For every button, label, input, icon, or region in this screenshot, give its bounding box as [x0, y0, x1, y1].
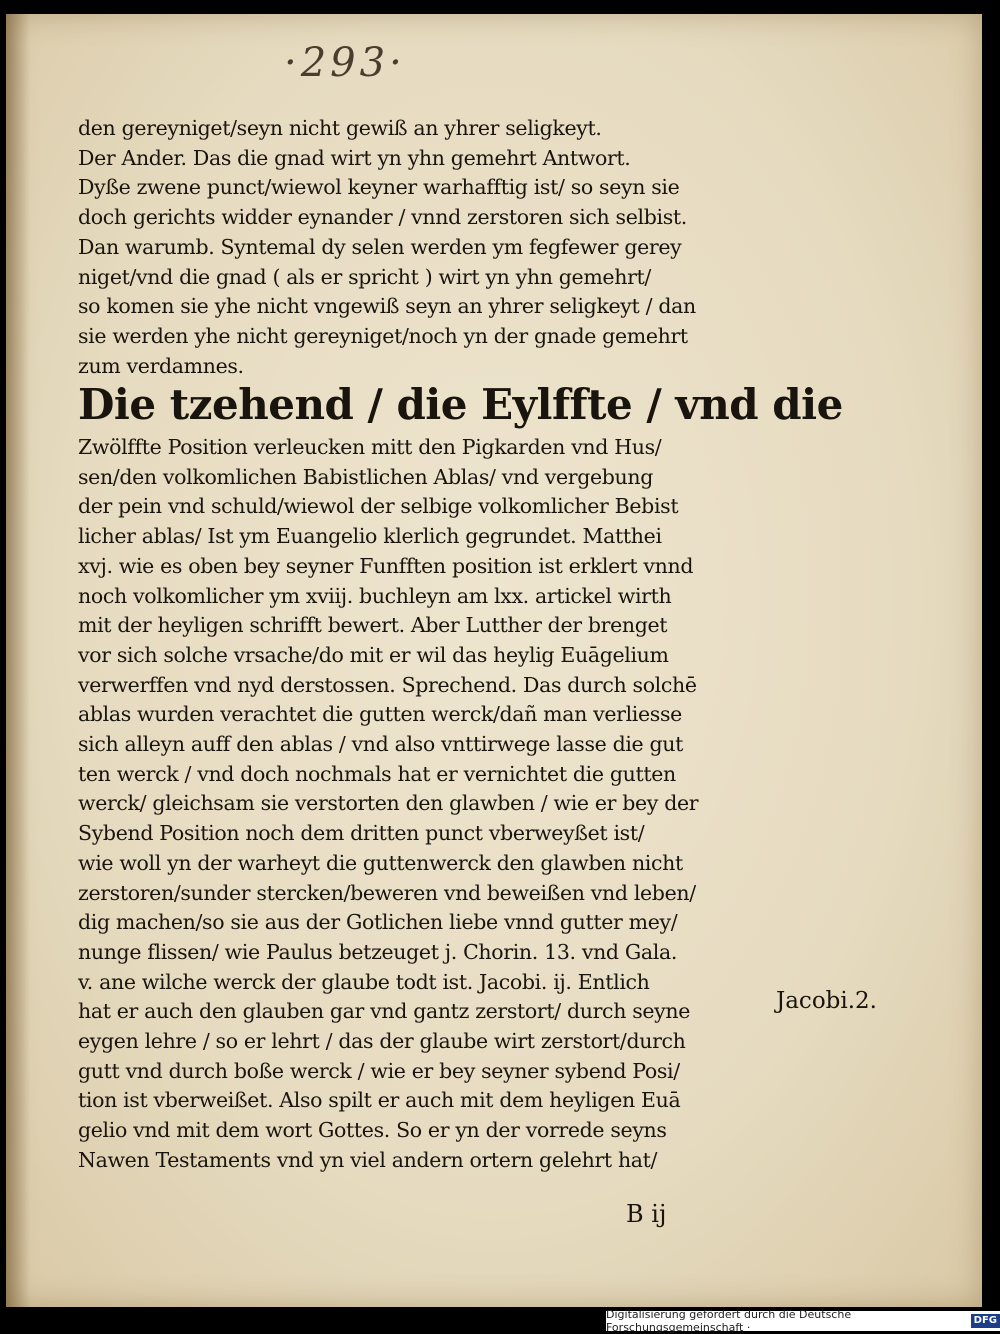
- text-line: der pein vnd schuld/wiewol der selbige volkomlicher Bebist: [78, 494, 679, 519]
- text-line: niget/vnd die gnad ( als er spricht ) wirt yn yhn gemehrt/: [78, 264, 651, 289]
- book-page: [6, 14, 982, 1307]
- text-line: Dan warumb. Syntemal dy selen werden ym fegfewer gerey: [78, 234, 682, 259]
- digitization-footer: [606, 1308, 1000, 1334]
- text-line: zum verdamnes.: [78, 353, 244, 378]
- text-line: licher ablas/ Ist ym Euangelio klerlich gegrundet. Matthei: [78, 524, 662, 549]
- text-line: gelio vnd mit dem wort Gottes. So er yn der vorrede seyns: [78, 1118, 667, 1143]
- text-line: Nawen Testaments vnd yn viel andern ortern gelehrt hat/: [78, 1147, 658, 1172]
- section-heading: Die tzehend / die Eylffte / vnd die: [78, 380, 843, 429]
- marginal-note: Jacobi.2.: [776, 988, 877, 1014]
- text-line: ten werck / vnd doch nochmals hat er vernichtet die gutten: [78, 761, 676, 786]
- text-line: nunge flissen/ wie Paulus betzeuget j. Chorin. 13. vnd Gala.: [78, 939, 678, 964]
- text-line: mit der heyligen schrifft bewert. Aber Lutther der brenget: [78, 613, 668, 638]
- text-line: ablas wurden verachtet die gutten werck/dañ man verliesse: [78, 702, 682, 727]
- text-line: wie woll yn der warheyt die guttenwerck den glawben nicht: [78, 850, 683, 875]
- text-line: noch volkomlicher ym xviij. buchleyn am lxx. artickel wirth: [78, 583, 672, 608]
- paragraph-1: [78, 114, 778, 381]
- text-line: Der Ander. Das die gnad wirt yn yhn gemehrt Antwort.: [78, 145, 631, 170]
- text-line: xvj. wie es oben bey seyner Funfften position ist erklert vnnd: [78, 553, 694, 578]
- text-line: sen/den volkomlichen Babistlichen Ablas/ vnd vergebung: [78, 464, 654, 489]
- signature-mark: B ij: [626, 1200, 667, 1228]
- text-line: gutt vnd durch boße werck / wie er bey seyner sybend Posi/: [78, 1058, 680, 1083]
- text-line: v. ane wilche werck der glaube todt ist. Jacobi. ij. Entlich: [78, 969, 650, 994]
- text-line: Zwölffte Position verleucken mitt den Pigkarden vnd Hus/: [78, 435, 662, 459]
- text-line: werck/ gleichsam sie verstorten den glawben / wie er bey der: [78, 791, 699, 816]
- text-line: so komen sie yhe nicht vngewiß seyn an yhrer seligkeyt / dan: [78, 294, 696, 319]
- page-number: ·293·: [284, 40, 406, 86]
- text-line: doch gerichts widder eynander / vnnd zerstoren sich selbist.: [78, 205, 687, 230]
- text-line: sich alleyn auff den ablas / vnd also vnttirwege lasse die gut: [78, 732, 684, 757]
- text-line: verwerffen vnd nyd derstossen. Sprechend. Das durch solchē: [78, 672, 697, 697]
- text-line: tion ist vberweißet. Also spilt er auch mit dem heyligen Euā: [78, 1088, 681, 1113]
- text-line: dig machen/so sie aus der Gotlichen liebe vnnd gutter mey/: [78, 910, 678, 935]
- funding-credit: Digitalisierung gefördert durch die Deutsche Forschungsgemeinschaft ·: [606, 1308, 852, 1334]
- text-line: sie werden yhe nicht gereyniget/noch yn der gnade gemehrt: [78, 323, 688, 348]
- paragraph-2: [78, 433, 778, 1176]
- text-line: Dyße zwene punct/wiewol keyner warhafftig ist/ so seyn sie: [78, 175, 680, 200]
- dfg-logo: DFG: [971, 1314, 1000, 1328]
- text-line: vor sich solche vrsache/do mit er wil das heylig Euāgelium: [78, 642, 669, 667]
- text-line: eygen lehre / so er lehrt / das der glaube wirt zerstort/durch: [78, 1029, 686, 1054]
- text-line: den gereyniget/seyn nicht gewiß an yhrer seligkeyt.: [78, 116, 602, 140]
- text-line: hat er auch den glauben gar vnd gantz zerstort/ durch seyne: [78, 999, 691, 1024]
- text-line: zerstoren/sunder stercken/beweren vnd beweißen vnd leben/: [78, 880, 696, 905]
- text-line: Sybend Position noch dem dritten punct vberweyßet ist/: [78, 821, 645, 846]
